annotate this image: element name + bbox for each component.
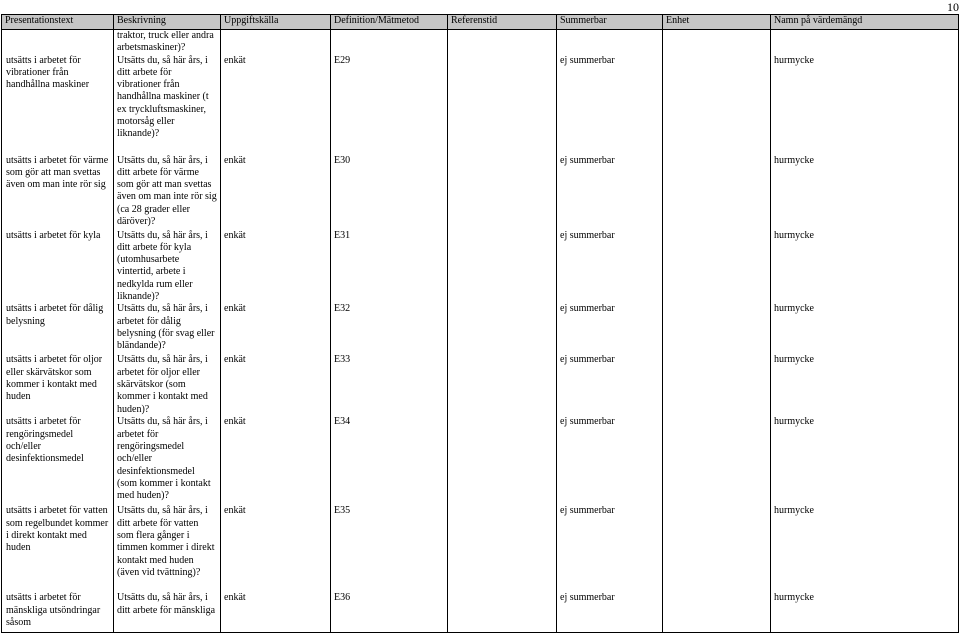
value-set-cell: hurmycke	[771, 230, 959, 304]
definition-cell: E35	[331, 505, 448, 592]
term-cell: utsätts i arbetet för vatten som regelbundet kommer i direkt kontakt med huden	[2, 505, 114, 592]
reference-time-cell	[448, 592, 557, 632]
page-number: 10	[947, 0, 959, 14]
summerbar-cell: ej summerbar	[557, 230, 663, 304]
source-cell: enkät	[221, 303, 331, 354]
description-cell: Utsätts du, så här års, i arbetet för rengöringsmedel och/eller desinfektionsmedel (som kommer i kontakt med huden)?	[114, 416, 221, 505]
reference-time-cell	[448, 230, 557, 304]
description-cell: Utsätts du, så här års, i ditt arbete för värme som gör att man svettas även om man inte rör sig (ca 28 grader eller däröver)?	[114, 155, 221, 230]
value-set-cell: hurmycke	[771, 354, 959, 416]
table-row	[2, 155, 959, 230]
reference-time-cell	[448, 155, 557, 230]
reference-time-cell	[448, 505, 557, 592]
source-cell: enkät	[221, 155, 331, 230]
unit-cell	[663, 505, 771, 592]
term-cell: utsätts i arbetet för vibrationer från handhållna maskiner	[2, 55, 114, 155]
column-header: Uppgiftskälla	[221, 15, 331, 30]
reference-time-cell	[448, 303, 557, 354]
variable-table	[1, 14, 959, 633]
value-set-cell: hurmycke	[771, 155, 959, 230]
term-cell: utsätts i arbetet för kyla	[2, 230, 114, 304]
table-row	[2, 303, 959, 354]
unit-cell	[663, 592, 771, 632]
table-row	[2, 416, 959, 505]
column-header: Enhet	[663, 15, 771, 30]
definition-cell: E29	[331, 55, 448, 155]
term-cell: utsätts i arbetet för mänskliga utsöndringar såsom	[2, 592, 114, 632]
table-row	[2, 55, 959, 155]
description-cell: Utsätts du, så här års, i ditt arbete för vatten som flera gånger i timmen kommer i direkt kontakt med huden (även vid tvättning)?	[114, 505, 221, 592]
definition-cell: E32	[331, 303, 448, 354]
definition-cell: E33	[331, 354, 448, 416]
summerbar-cell: ej summerbar	[557, 354, 663, 416]
description-cell: Utsätts du, så här års, i ditt arbete för kyla (utomhusarbete vintertid, arbete i nedkylda rum eller liknande)?	[114, 230, 221, 304]
column-header: Presentationstext	[2, 15, 114, 30]
table-header-row	[2, 15, 959, 30]
unit-cell	[663, 303, 771, 354]
value-set-cell: hurmycke	[771, 303, 959, 354]
table-row-continuation	[2, 30, 959, 55]
definition-cell: E30	[331, 155, 448, 230]
reference-time-cell	[448, 416, 557, 505]
value-set-cell: hurmycke	[771, 505, 959, 592]
term-cell: utsätts i arbetet för rengöringsmedel och/eller desinfektionsmedel	[2, 416, 114, 505]
table-row	[2, 592, 959, 632]
column-header: Referenstid	[448, 15, 557, 30]
definition-cell: E31	[331, 230, 448, 304]
source-cell: enkät	[221, 505, 331, 592]
unit-cell	[663, 230, 771, 304]
value-set-cell: hurmycke	[771, 55, 959, 155]
unit-cell	[663, 155, 771, 230]
unit-cell	[663, 416, 771, 505]
column-header: Namn på värdemängd	[771, 15, 959, 30]
source-cell: enkät	[221, 592, 331, 632]
table-row	[2, 230, 959, 304]
summerbar-cell: ej summerbar	[557, 55, 663, 155]
description-cell: Utsätts du, så här års, i ditt arbete för vibrationer från handhållna maskiner (t ex tryckluftsmaskiner, motorsåg eller liknande)?	[114, 55, 221, 155]
column-header: Summerbar	[557, 15, 663, 30]
source-cell: enkät	[221, 354, 331, 416]
summerbar-cell: ej summerbar	[557, 592, 663, 632]
description-cell: Utsätts du, så här års, i ditt arbete för mänskliga	[114, 592, 221, 632]
term-cell: utsätts i arbetet för dålig belysning	[2, 303, 114, 354]
reference-time-cell	[448, 354, 557, 416]
summerbar-cell: ej summerbar	[557, 303, 663, 354]
source-cell: enkät	[221, 230, 331, 304]
term-cell: utsätts i arbetet för oljor eller skärvätskor som kommer i kontakt med huden	[2, 354, 114, 416]
value-set-cell: hurmycke	[771, 592, 959, 632]
definition-cell: E36	[331, 592, 448, 632]
definition-cell: E34	[331, 416, 448, 505]
table-row	[2, 354, 959, 416]
source-cell: enkät	[221, 55, 331, 155]
value-set-cell: hurmycke	[771, 416, 959, 505]
summerbar-cell: ej summerbar	[557, 505, 663, 592]
column-header: Beskrivning	[114, 15, 221, 30]
description-cell: Utsätts du, så här års, i arbetet för dålig belysning (för svag eller bländande)?	[114, 303, 221, 354]
unit-cell	[663, 55, 771, 155]
table-row	[2, 505, 959, 592]
unit-cell	[663, 354, 771, 416]
reference-time-cell	[448, 55, 557, 155]
term-cell: utsätts i arbetet för värme som gör att man svettas även om man inte rör sig	[2, 155, 114, 230]
column-header: Definition/Mätmetod	[331, 15, 448, 30]
source-cell: enkät	[221, 416, 331, 505]
summerbar-cell: ej summerbar	[557, 416, 663, 505]
description-cell: Utsätts du, så här års, i arbetet för oljor eller skärvätskor (som kommer i kontakt med huden)?	[114, 354, 221, 416]
continued-description: traktor, truck eller andra arbetsmaskiner)?	[114, 30, 221, 55]
summerbar-cell: ej summerbar	[557, 155, 663, 230]
